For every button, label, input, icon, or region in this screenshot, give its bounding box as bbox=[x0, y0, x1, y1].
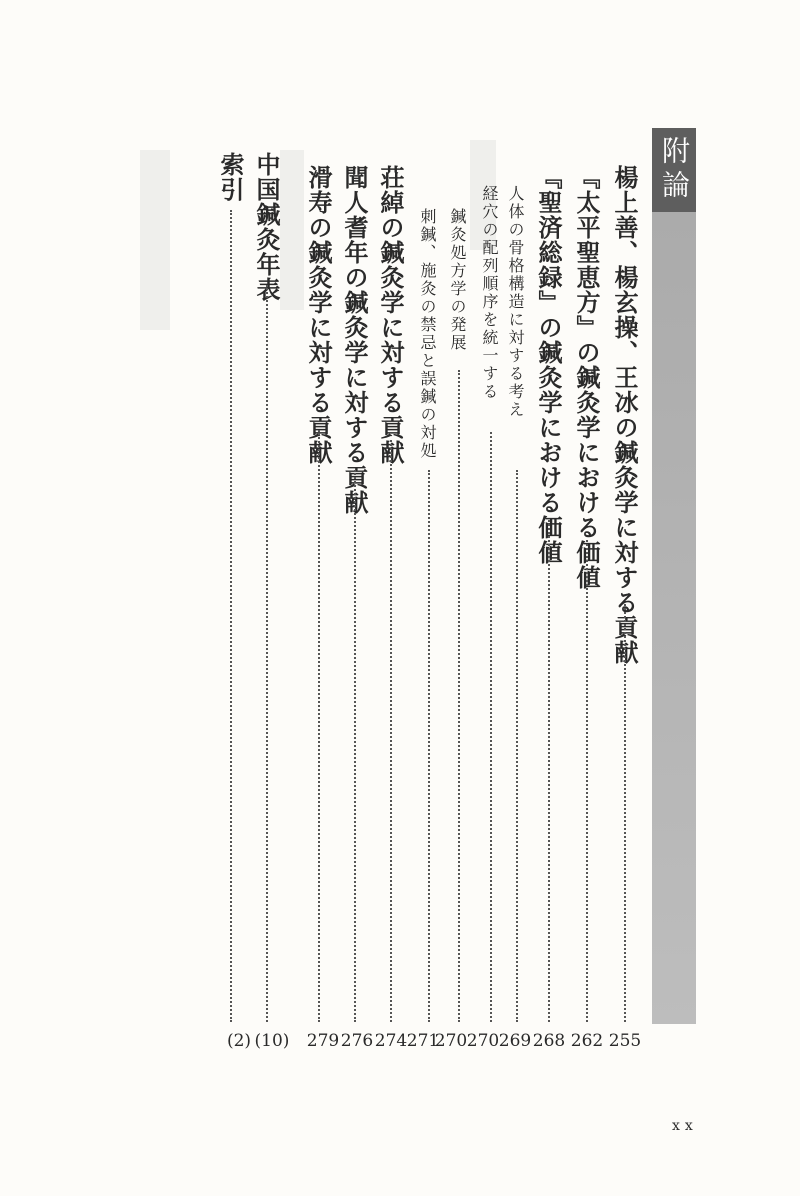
toc-page-number: 276 bbox=[340, 1031, 374, 1051]
toc-entry-title: 『太平聖恵方』の鍼灸学における価値 bbox=[572, 165, 601, 590]
leader-dots bbox=[548, 520, 550, 1022]
leader-dots bbox=[266, 285, 268, 1022]
toc-page-number: 269 bbox=[498, 1031, 532, 1051]
leader-dots bbox=[624, 604, 626, 1022]
toc-page-number: 270 bbox=[466, 1031, 500, 1051]
toc-entry-title: 楊上善、楊玄操、王冰の鍼灸学に対する貢献 bbox=[610, 165, 639, 665]
toc-page-number: 270 bbox=[434, 1031, 468, 1051]
toc-page-number: 279 bbox=[306, 1031, 340, 1051]
toc-entry-title: 索引 bbox=[216, 152, 245, 202]
toc-entry-title: 滑寿の鍼灸学に対する貢献 bbox=[304, 165, 333, 465]
toc-page-number: 262 bbox=[570, 1031, 604, 1051]
toc-entry-title: 聞人耆年の鍼灸学に対する貢献 bbox=[340, 165, 369, 515]
toc-entry-title: 経穴の配列順序を統一する bbox=[480, 185, 499, 401]
leader-dots bbox=[428, 470, 430, 1022]
toc-page-number: 268 bbox=[532, 1031, 566, 1051]
show-through-mark bbox=[140, 150, 170, 330]
leader-dots bbox=[230, 210, 232, 1022]
toc-page-number: (10) bbox=[254, 1031, 290, 1051]
leader-dots bbox=[458, 370, 460, 1022]
toc-page-number: 274 bbox=[374, 1031, 408, 1051]
leader-dots bbox=[318, 430, 320, 1022]
toc-entry-title: 鍼灸処方学の発展 bbox=[448, 208, 467, 352]
page-folio: xx bbox=[672, 1118, 698, 1134]
leader-dots bbox=[586, 540, 588, 1022]
toc-entry-title: 刺鍼、施灸の禁忌と誤鍼の対処 bbox=[418, 208, 437, 460]
toc-entry-title: 人体の骨格構造に対する考え bbox=[506, 185, 525, 419]
toc-entry-title: 荘綽の鍼灸学に対する貢献 bbox=[376, 165, 405, 465]
toc-page-number: 255 bbox=[608, 1031, 642, 1051]
leader-dots bbox=[354, 470, 356, 1022]
section-title: 附論 bbox=[658, 136, 691, 204]
toc-entry-title: 『聖済総録』の鍼灸学における価値 bbox=[534, 165, 563, 565]
show-through-mark bbox=[280, 150, 304, 310]
leader-dots bbox=[490, 432, 492, 1022]
leader-dots bbox=[516, 470, 518, 1022]
toc-entry-title: 中国鍼灸年表 bbox=[252, 152, 281, 302]
toc-page-number: (2) bbox=[226, 1031, 252, 1051]
section-band bbox=[652, 128, 696, 1024]
toc-page-number: 271 bbox=[406, 1031, 440, 1051]
leader-dots bbox=[390, 440, 392, 1022]
